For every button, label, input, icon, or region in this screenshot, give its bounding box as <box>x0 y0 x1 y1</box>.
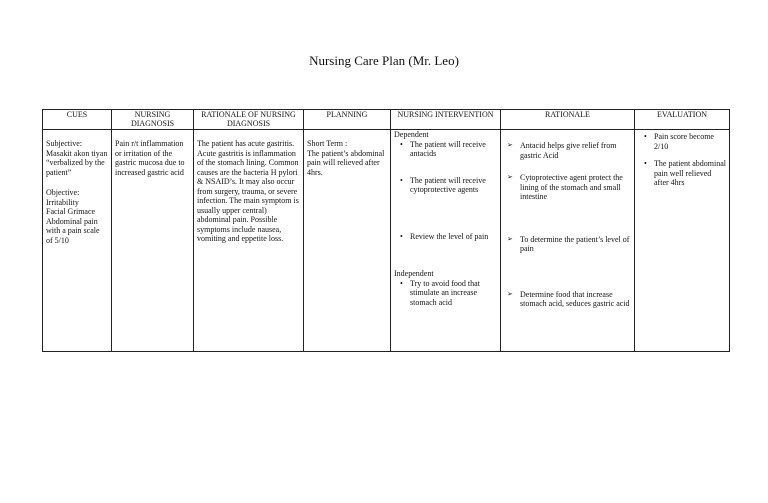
list-item: • The patient abdominal pain well relieved after 4hrs <box>654 159 726 188</box>
objective-label: Objective: <box>46 188 80 197</box>
dependent-list <box>394 140 497 242</box>
rationale-of-diagnosis-text: The patient has acute gastritis. Acute gastritis is inflammation of the stomach lining. Common causes are the bacteria H pylori & NSAID’s. It may also occur from surgery, trauma, or severe infection. The main symptom is usually upper central) abdominal pain. Possible symptoms include nausea, vomiting and eppetite loss. <box>197 139 299 243</box>
rationale-of-diagnosis-cell <box>194 130 304 352</box>
header-rationale-of-diagnosis: RATIONALE OF NURSING DIAGNOSIS <box>194 110 304 130</box>
objective-line: Irritability <box>46 197 79 207</box>
table-row <box>43 130 730 352</box>
header-nursing-diagnosis: NURSING DIAGNOSIS <box>112 110 194 130</box>
subjective-label: Subjective: <box>46 139 82 148</box>
list-item: • Review the level of pain <box>410 232 497 242</box>
header-rationale: RATIONALE <box>501 110 635 130</box>
list-item: ➢ Cytoprotective agent protect the lining of the stomach and small intestine <box>520 173 631 202</box>
cues-cell <box>43 130 112 352</box>
list-item: • The patient will receive antacids <box>410 140 497 159</box>
planning-text: The patient’s abdominal pain will relieved after 4hrs. <box>307 148 385 177</box>
objective-line: Abdominal pain with a pain scale of 5/10 <box>46 216 100 245</box>
objective-line: Facial Grimace <box>46 207 96 216</box>
list-item: • Pain score become 2/10 <box>654 132 726 151</box>
evaluation-list <box>638 132 726 188</box>
rationale-list <box>504 141 631 309</box>
rationale-cell <box>501 130 635 352</box>
dependent-label: Dependent <box>394 130 429 139</box>
header-cues: CUES <box>43 110 112 130</box>
evaluation-cell <box>635 130 730 352</box>
diagnosis-cell <box>112 130 194 352</box>
list-item: ➢ To determine the patient’s level of pain <box>520 235 631 254</box>
care-plan-table <box>42 109 730 352</box>
header-planning: PLANNING <box>304 110 391 130</box>
intervention-cell <box>391 130 501 352</box>
header-nursing-intervention: NURSING INTERVENTION <box>391 110 501 130</box>
planning-label: Short Term : <box>307 139 348 148</box>
header-row <box>43 110 730 130</box>
header-evaluation: EVALUATION <box>635 110 730 130</box>
list-item: ➢ Determine food that increase stomach acid, seduces gastric acid <box>520 290 631 309</box>
planning-cell <box>304 130 391 352</box>
independent-list <box>394 279 497 308</box>
subjective-text: Masakit akon tiyan “verbalized by the patient” <box>46 148 108 177</box>
list-item: • The patient will receive cytoprotective agents <box>410 176 497 195</box>
list-item: • Try to avoid food that stimulate an increase stomach acid <box>410 279 497 308</box>
list-item: ➢ Antacid helps give relief from gastric Acid <box>520 141 631 160</box>
page-title: Nursing Care Plan (Mr. Leo) <box>309 53 459 68</box>
diagnosis-text: Pain r/t inflammation or irritation of the gastric mucosa due to increased gastric acid <box>115 139 185 177</box>
independent-label: Independent <box>394 269 434 278</box>
